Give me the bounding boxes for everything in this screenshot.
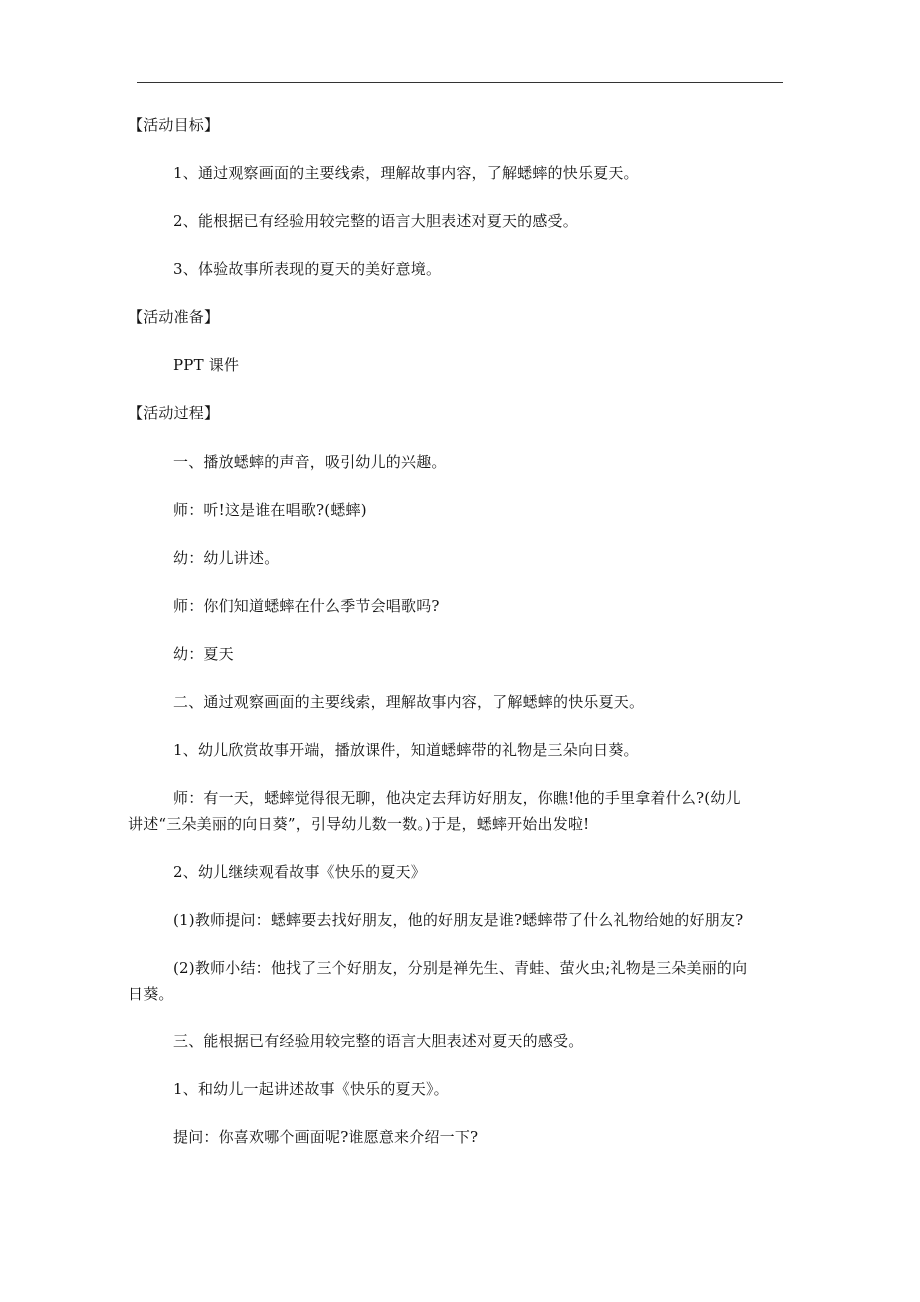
teacher-line-3-part-2: 讲述“三朵美丽的向日葵”，引导幼儿数一数。)于是，蟋蟀开始出发啦! (128, 815, 590, 833)
heading-activity-process: 【活动过程】 (128, 404, 220, 422)
process-step-1: 一、播放蟋蟀的声音，吸引幼儿的兴趣。 (173, 453, 447, 471)
process-step-2-sub-2: 2、幼儿继续观看故事《快乐的夏天》 (173, 863, 426, 881)
header-rule (137, 82, 783, 83)
teacher-line-2: 师：你们知道蟋蟀在什么季节会唱歌吗? (173, 597, 440, 615)
child-line-1: 幼：幼儿讲述。 (173, 549, 280, 567)
heading-activity-goals: 【活动目标】 (128, 116, 220, 134)
heading-activity-preparation: 【活动准备】 (128, 308, 220, 326)
teacher-question-1: (1)教师提问：蟋蟀要去找好朋友，他的好朋友是谁?蟋蟀带了什么礼物给她的好朋友? (173, 911, 744, 929)
question-line-2: 提问：你喜欢哪个画面呢?谁愿意来介绍一下? (173, 1128, 479, 1146)
teacher-line-1: 师：听!这是谁在唱歌?(蟋蟀) (173, 501, 367, 519)
process-step-3-sub-1: 1、和幼儿一起讲述故事《快乐的夏天》。 (173, 1080, 449, 1098)
child-line-2: 幼：夏天 (173, 645, 234, 663)
prep-item-1: PPT 课件 (173, 356, 240, 374)
teacher-summary-part-1: (2)教师小结：他找了三个好朋友，分别是禅先生、青蛙、萤火虫;礼物是三朵美丽的向 (173, 959, 748, 977)
process-step-3: 三、能根据已有经验用较完整的语言大胆表述对夏天的感受。 (173, 1032, 584, 1050)
teacher-line-3-part-1: 师：有一天，蟋蟀觉得很无聊，他决定去拜访好朋友，你瞧!他的手里拿着什么?(幼儿 (173, 789, 741, 807)
goal-item-3: 3、体验故事所表现的夏天的美好意境。 (173, 260, 442, 278)
teacher-summary-part-2: 日葵。 (128, 985, 174, 1003)
goal-item-1: 1、通过观察画面的主要线索，理解故事内容，了解蟋蟀的快乐夏天。 (173, 164, 639, 182)
goal-item-2: 2、能根据已有经验用较完整的语言大胆表述对夏天的感受。 (173, 212, 578, 230)
process-step-2: 二、通过观察画面的主要线索，理解故事内容，了解蟋蟀的快乐夏天。 (173, 693, 645, 711)
process-step-2-sub-1: 1、幼儿欣赏故事开端，播放课件，知道蟋蟀带的礼物是三朵向日葵。 (173, 741, 639, 759)
